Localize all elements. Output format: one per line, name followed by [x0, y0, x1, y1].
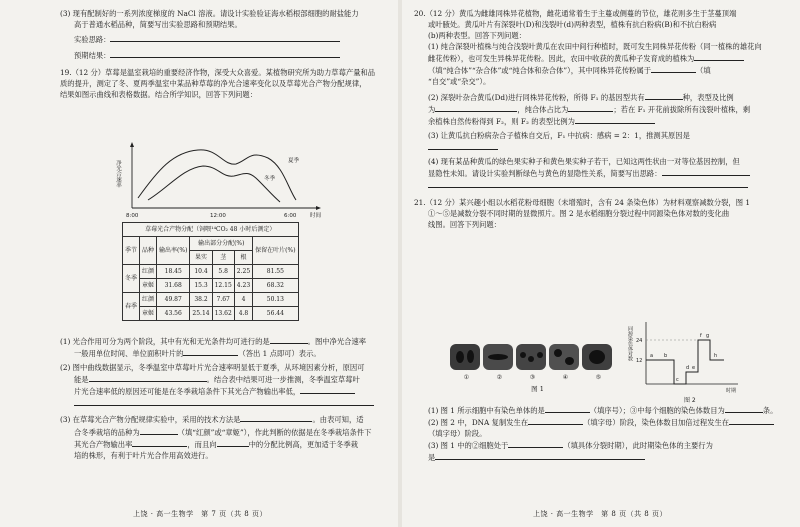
q18-3-text: (3) 现有配制好的一系列浓度梯度的 NaCl 溶液。请设计实验验证海水稻根部细胞的耐盐能力: [60, 9, 359, 18]
fig2-y-label: 同源染色体对数: [627, 326, 633, 361]
figure-2-step-chart: [628, 318, 748, 406]
chart-y-label: 净光合速率: [115, 160, 121, 188]
q19-stem: 19.（12 分）草莓是温室栽培的重要经济作物，深受大众喜爱。某植物研究所为助力草莓产量和品: [60, 68, 376, 78]
svg-text:f: f: [700, 333, 702, 339]
q21-stem: 21.（12 分）某兴趣小组以水稻花粉母细胞（未增殖时，含有 24 条染色体）为材料观察减数分裂，图 1: [414, 198, 750, 208]
svg-text:d: d: [686, 365, 690, 371]
svg-text:g: g: [706, 333, 710, 339]
q19-1-text: (1) 光合作用可分为两个阶段，其中有光和无光条件均可进行的是 。图中净光合速率: [60, 337, 367, 346]
x-tick-12: 12:00: [210, 213, 226, 219]
q21-1-text: (1) 图 1 所示细胞中有染色单体的是 （填序号）；③中每个细胞的染色体数目为 条。: [428, 406, 778, 415]
photosynthesis-curve-chart: [115, 140, 328, 220]
q20-stem: 20.（12 分）黄瓜为雌雄同株异花植物，雌花通常着生于主蔓或侧蔓的节位，雄花则多生于茎蔓顶端: [414, 9, 737, 18]
table-row: 章姬 43.56 25.14 13.62 4.8 56.44: [123, 307, 299, 321]
fig2-step-line: [646, 340, 724, 384]
q19-2-text: (2) 图中曲线数据显示，冬季温室中草莓叶片光合速率明显低于夏季，从环境因素分析，原因可: [60, 363, 365, 373]
page-7: (3) 现有配制好的一系列浓度梯度的 NaCl 溶液。请设计实验验证海水稻根部细胞的耐盐能力 高于普通水稻品种，简要写出实验思路和预期结果。 实验思路： 预期结果： 19.（12 分）草莓是温室栽培的重要经济作物，深受大众喜爱。某植物研究所为助力草莓产量和品 质的提升，测定了冬、夏两季温室中某品种草莓的净光合速率变化以及草莓光合产物分配规律， 结果如图示曲线和表格数据。结合所学知识，回答下列问题： 净光合速率 夏季 冬季 8:00 12:00 6:00 时间 草莓光合产物分配（饲喂¹⁴CO₂ 48 小时后测定） 季节 品种 输出率(%) 输出部分分配(%) 保留在叶片(%) 果实 茎 根 冬季 红颜 18.45 10.4 5.8 2.25 81.55 章姬 31.68 15.3 12.15 4.23 68.32 春季 红颜 49.87 38.2 7.67 4 50.13 章姬 43.56 25.14 13.62 4.8 56.44 (1) 光合作用可分为两个阶段，其中有光和无光条件均可进行的是 。图中净光合速率 一般用单位时间、单位面积叶片的 （答出 1 点即可）表示。 (2) 图中曲线数据显示，冬季温室中草莓叶片光合速率明显低于夏季，从环境因素分析，原因可 能是 。结合表中结果可进一步推测，冬季温室草莓叶 片光合速率低的原因还可能是在冬季栽培条件下其光合产物输出率低， (3) 在草莓光合产物分配规律实验中，采用的技术方法是 。由表可知，适 合冬季栽培的品种为 （填“红颜”或“章姬”），作此判断的依据是在冬季栽培条件下 其光合产物输出率 ，而且向 中的分配比例高，更加适于冬季栽 培的株形，有利于叶片光合作用高效进行。 上饶 · 高一生物学 第 7 页（共 8 页）: [0, 0, 400, 527]
table-row: 章姬 31.68 15.3 12.15 4.23 68.32: [123, 279, 299, 293]
figure-1: ① ② ③ ④ ⑤ 图 1: [450, 344, 625, 395]
x-tick-6: 6:00: [284, 213, 297, 219]
micrograph-3: [516, 344, 546, 370]
table-title: 草莓光合产物分配（饲喂¹⁴CO₂ 48 小时后测定）: [123, 223, 299, 237]
table-row: 春季 红颜 49.87 38.2 7.67 4 50.13: [123, 293, 299, 307]
q21-3-text: (3) 图 1 中的②细胞处于 （填具体分裂时期），此时期染色体的主要行为: [428, 441, 713, 451]
summer-label: 夏季: [288, 158, 300, 164]
x-axis-label: 时间: [310, 213, 322, 219]
winter-curve: [148, 166, 280, 202]
micrograph-4: [549, 344, 579, 370]
micrograph-1: [450, 344, 480, 370]
photosynthate-table: 草莓光合产物分配（饲喂¹⁴CO₂ 48 小时后测定） 季节 品种 输出率(%) 输出部分分配(%) 保留在叶片(%) 果实 茎 根 冬季 红颜 18.45 10.4 5.8 2.25 81.55 章姬 31.68 15.3 12.15 4.23 68.32 春季 红颜 49.87 38.2 7.67 4 50.13 章姬 43.56 25.14 13.62 4.8 56.44: [122, 222, 299, 321]
fig2-y-12: 12: [636, 358, 643, 364]
svg-text:a: a: [650, 353, 654, 359]
fig2-caption: 图 2: [684, 397, 696, 404]
summer-curve: [138, 150, 296, 200]
winter-label: 冬季: [264, 176, 276, 182]
page-footer: 上饶 · 高一生物学 第 8 页（共 8 页）: [533, 510, 667, 519]
fig2-y-24: 24: [636, 338, 643, 344]
q20-2-text: (2) 深裂叶杂合黄瓜(Dd)进行同株异花传粉，所得 F₁ 的基因型共有 种，表型及比例: [428, 92, 734, 102]
result-line[interactable]: 预期结果：: [60, 49, 390, 61]
fig1-caption: 图 1: [531, 385, 544, 394]
q21-2-text: (2) 图 2 中，DNA 复制发生在 （填字母）阶段，染色体数目加倍过程发生在: [414, 416, 790, 428]
table-row: 冬季 红颜 18.45 10.4 5.8 2.25 81.55: [123, 265, 299, 279]
q20-1-text: (1) 纯合深裂叶植株与纯合浅裂叶黄瓜在农田中间行种植时，既可发生同株异花传粉（同一植株的雄花向: [428, 42, 762, 52]
page-8: 20.（12 分）黄瓜为雌雄同株异花植物，雌花通常着生于主蔓或侧蔓的节位，雄花则多生于茎蔓顶端 或叶腋处。黄瓜叶片有深裂叶(D)和浅裂叶(d)两种表型，植株有抗白粉病(B)和不抗白粉病 (b)两种表型。回答下列问题： (1) 纯合深裂叶植株与纯合浅裂叶黄瓜在农田中间行种植时，既可发生同株异花传粉（同一植株的雄花向 雌花传粉），也可发生异株异花传粉。因此，农田中收获的黄瓜种子发育成的植株为 （填“纯合体”“杂合体”或“纯合体和杂合体”），其中同株异花传粉属于 （填 “自交”或“杂交”）。 (2) 深裂叶杂合黄瓜(Dd)进行同株异花传粉，所得 F₁ 的基因型共有 种，表型及比例 为 ，纯合体占比为 ；若在 F₁ 开花前拔除所有浅裂叶植株，剩 余植株自然传粉得到 F₂，则 F₂ 的表型比例为 (3) 让黄瓜抗白粉病杂合子植株自交后，F₁ 中抗病：感病 = 2：1，推测其原因是 (4) 现有某品种黄瓜的绿色果实种子和黄色果实种子若干，已知这两性状由一对等位基因控制，但 显隐性未知。请设计实验判断绿色与黄色的显隐性关系，简要写出思路： 21.（12 分）某兴趣小组以水稻花粉母细胞（未增殖时，含有 24 条染色体）为材料观察减数分裂，图 1 ①～⑤是减数分裂不同时期的显微照片。图 2 是水稻细胞分裂过程中同源染色体对数的变化曲 线图。回答下列问题： ① ② ③ ④ ⑤ 图 1 同源染色体对数 24 12 a b c d e f g h 时期 图 2 (1) 图 1 所示细胞中有染色单体的是 （填序号）；③中每个细胞的染色体数目为 条。 (2) 图 2 中，DNA 复制发生在 （填字母）阶段，染色体数目加倍过程发生在 （填字母）阶段。 (3) 图 1 中的②细胞处于 （填具体分裂时期），此时期染色体的主要行为 是 上饶 · 高一生物学 第 8 页（共 8 页）: [400, 0, 800, 527]
svg-text:c: c: [676, 377, 679, 383]
x-tick-8: 8:00: [126, 213, 139, 219]
svg-text:b: b: [664, 353, 668, 359]
design-line[interactable]: 实验思路：: [60, 33, 390, 45]
q19-3-text: (3) 在草莓光合产物分配规律实验中，采用的技术方法是 。由表可知，适: [60, 415, 364, 425]
svg-text:e: e: [692, 365, 696, 371]
micrograph-5: [582, 344, 612, 370]
svg-text:h: h: [714, 353, 718, 359]
fig2-x-label: 时期: [726, 388, 737, 394]
page-footer: 上饶 · 高一生物学 第 7 页（共 8 页）: [133, 510, 267, 519]
micrograph-2: [483, 344, 513, 370]
q20-4-text: (4) 现有某品种黄瓜的绿色果实种子和黄色果实种子若干，已知这两性状由一对等位基因控制，但: [428, 156, 740, 166]
q20-3-text: (3) 让黄瓜抗白粉病杂合子植株自交后，F₁ 中抗病：感病 = 2：1，推测其原因是: [428, 130, 690, 140]
